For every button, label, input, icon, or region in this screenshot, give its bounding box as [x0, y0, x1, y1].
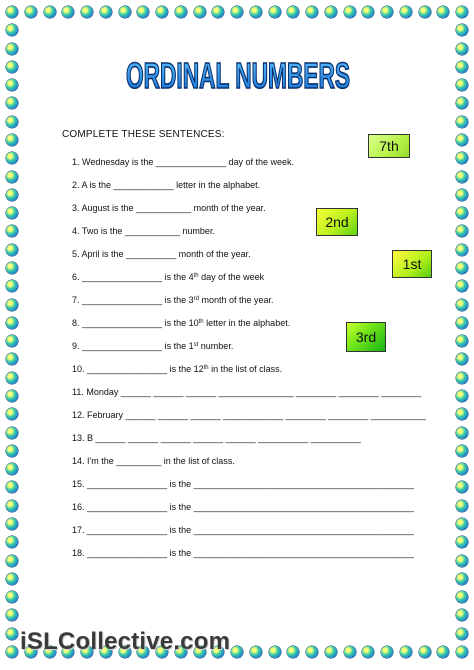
worksheet-title [124, 48, 352, 98]
bead-icon [306, 646, 318, 658]
bead-icon [6, 555, 18, 567]
bead-icon [456, 335, 468, 347]
bead-icon [456, 609, 468, 621]
bead-icon [344, 6, 356, 18]
sentence-11: 11. Monday ______ ______ ______ _______________ ________ ________ ________ [72, 387, 422, 397]
bead-icon [6, 61, 18, 73]
bead-icon [6, 79, 18, 91]
bead-icon [456, 171, 468, 183]
bead-icon [250, 646, 262, 658]
sentence-14: 14. I'm the _________ in the list of class. [72, 456, 235, 466]
ordinal-suffix: rd [193, 296, 199, 302]
sentence-10 [72, 364, 282, 374]
bead-icon [6, 317, 18, 329]
bead-icon [287, 6, 299, 18]
bead-icon [456, 500, 468, 512]
sentence-10-text: 10. ________________ is the 12 [72, 364, 204, 374]
bead-icon [6, 445, 18, 457]
bead-icon [456, 573, 468, 585]
bead-icon [6, 481, 18, 493]
bead-icon [25, 6, 37, 18]
sentence-3: 3. August is the ___________ month of the year. [72, 203, 266, 213]
bead-icon [6, 463, 18, 475]
ordinal-suffix: th [203, 365, 209, 371]
bead-icon [6, 536, 18, 548]
bead-icon [456, 390, 468, 402]
bead-icon [119, 6, 131, 18]
bead-icon [6, 335, 18, 347]
bead-icon [456, 116, 468, 128]
bead-icon [6, 353, 18, 365]
sentence-6-text: 6. ________________ is the 4 [72, 272, 194, 282]
sentence-1: 1. Wednesday is the ______________ day of the week. [72, 157, 294, 167]
bead-icon [456, 427, 468, 439]
bead-icon [231, 6, 243, 18]
bead-icon [325, 6, 337, 18]
bead-icon [456, 244, 468, 256]
bead-icon [456, 299, 468, 311]
bead-icon [6, 6, 18, 18]
bead-icon [456, 481, 468, 493]
bead-icon [456, 591, 468, 603]
sentence-8-text: 8. ________________ is the 10 [72, 318, 199, 328]
badge-1st: 1st [392, 250, 432, 278]
sentence-6 [72, 272, 264, 282]
bead-icon [6, 244, 18, 256]
bead-icon [456, 6, 468, 18]
bead-icon [456, 97, 468, 109]
sentence-13: 13. B ______ ______ ______ ______ ______ __________ __________ [72, 433, 361, 443]
ordinal-suffix: th [193, 273, 199, 279]
bead-icon [456, 79, 468, 91]
bead-icon [6, 207, 18, 219]
sentence-9-end: number. [198, 341, 234, 351]
bead-icon [6, 573, 18, 585]
bead-icon [6, 427, 18, 439]
bead-icon [456, 445, 468, 457]
bead-icon [6, 225, 18, 237]
sentence-9-text: 9. ________________ is the 1 [72, 341, 194, 351]
ordinal-suffix: th [198, 319, 204, 325]
sentence-8-end: letter in the alphabet. [203, 318, 291, 328]
bead-icon [456, 280, 468, 292]
bead-icon [6, 134, 18, 146]
bead-icon [6, 591, 18, 603]
bead-icon [6, 43, 18, 55]
bead-icon [400, 6, 412, 18]
sentence-7 [72, 295, 274, 305]
bead-icon [100, 6, 112, 18]
bead-icon [212, 6, 224, 18]
bead-icon [6, 408, 18, 420]
bead-icon [6, 280, 18, 292]
bead-icon [194, 6, 206, 18]
bead-icon [456, 189, 468, 201]
bead-icon [269, 6, 281, 18]
sentence-17: 17. ________________ is the ____________________________________________ [72, 525, 414, 535]
site-watermark: iSLCollective.com [20, 628, 231, 655]
bead-icon [137, 6, 149, 18]
bead-icon [81, 6, 93, 18]
bead-icon [456, 353, 468, 365]
bead-icon [175, 6, 187, 18]
bead-icon [6, 646, 18, 658]
bead-icon [381, 6, 393, 18]
bead-icon [6, 390, 18, 402]
sentence-18: 18. ________________ is the ____________________________________________ [72, 548, 414, 558]
bead-icon [231, 646, 243, 658]
bead-icon [44, 6, 56, 18]
bead-icon [362, 6, 374, 18]
bead-icon [456, 207, 468, 219]
bead-icon [6, 152, 18, 164]
sentence-15: 15. ________________ is the ____________________________________________ [72, 479, 414, 489]
title-text: ORDINAL NUMBERS [126, 55, 350, 96]
badge-2nd: 2nd [316, 208, 358, 236]
bead-icon [6, 24, 18, 36]
bead-icon [456, 518, 468, 530]
bead-icon [6, 518, 18, 530]
badge-3rd: 3rd [346, 322, 386, 352]
sentence-7-text: 7. ________________ is the 3 [72, 295, 194, 305]
sentence-9 [72, 341, 233, 351]
bead-icon [456, 134, 468, 146]
bead-icon [456, 372, 468, 384]
bead-icon [437, 646, 449, 658]
bead-icon [250, 6, 262, 18]
bead-icon [400, 646, 412, 658]
ordinal-suffix: st [193, 342, 199, 348]
bead-icon [437, 6, 449, 18]
bead-icon [269, 646, 281, 658]
bead-icon [6, 500, 18, 512]
bead-icon [325, 646, 337, 658]
sentence-6-end: day of the week [198, 272, 265, 282]
bead-icon [456, 317, 468, 329]
bead-icon [419, 6, 431, 18]
badge-7th: 7th [368, 134, 410, 158]
sentence-12: 12. February ______ ______ ______ ____________ ________ ________ ___________ [72, 410, 426, 420]
bead-icon [456, 463, 468, 475]
sentence-5: 5. April is the __________ month of the year. [72, 249, 251, 259]
bead-icon [6, 628, 18, 640]
bead-icon [6, 299, 18, 311]
bead-icon [6, 262, 18, 274]
bead-icon [6, 189, 18, 201]
bead-icon [6, 609, 18, 621]
bead-icon [456, 408, 468, 420]
bead-icon [456, 262, 468, 274]
bead-icon [456, 43, 468, 55]
bead-icon [456, 536, 468, 548]
bead-icon [456, 152, 468, 164]
bead-icon [6, 171, 18, 183]
bead-icon [456, 555, 468, 567]
bead-icon [456, 61, 468, 73]
bead-icon [362, 646, 374, 658]
bead-icon [306, 6, 318, 18]
sentence-10-end: in the list of class. [208, 364, 283, 374]
bead-icon [62, 6, 74, 18]
bead-icon [156, 6, 168, 18]
sentence-8 [72, 318, 290, 328]
bead-icon [456, 24, 468, 36]
bead-icon [287, 646, 299, 658]
bead-icon [456, 628, 468, 640]
sentence-4: 4. Two is the ___________ number. [72, 226, 215, 236]
instruction-text: COMPLETE THESE SENTENCES: [62, 129, 225, 140]
bead-icon [344, 646, 356, 658]
bead-icon [381, 646, 393, 658]
sentence-7-end: month of the year. [198, 295, 274, 305]
sentence-2: 2. A is the ____________ letter in the alphabet. [72, 180, 261, 190]
bead-icon [419, 646, 431, 658]
bead-icon [6, 97, 18, 109]
sentence-16: 16. ________________ is the ____________________________________________ [72, 502, 414, 512]
bead-icon [456, 225, 468, 237]
bead-icon [6, 116, 18, 128]
bead-icon [6, 372, 18, 384]
bead-icon [456, 646, 468, 658]
